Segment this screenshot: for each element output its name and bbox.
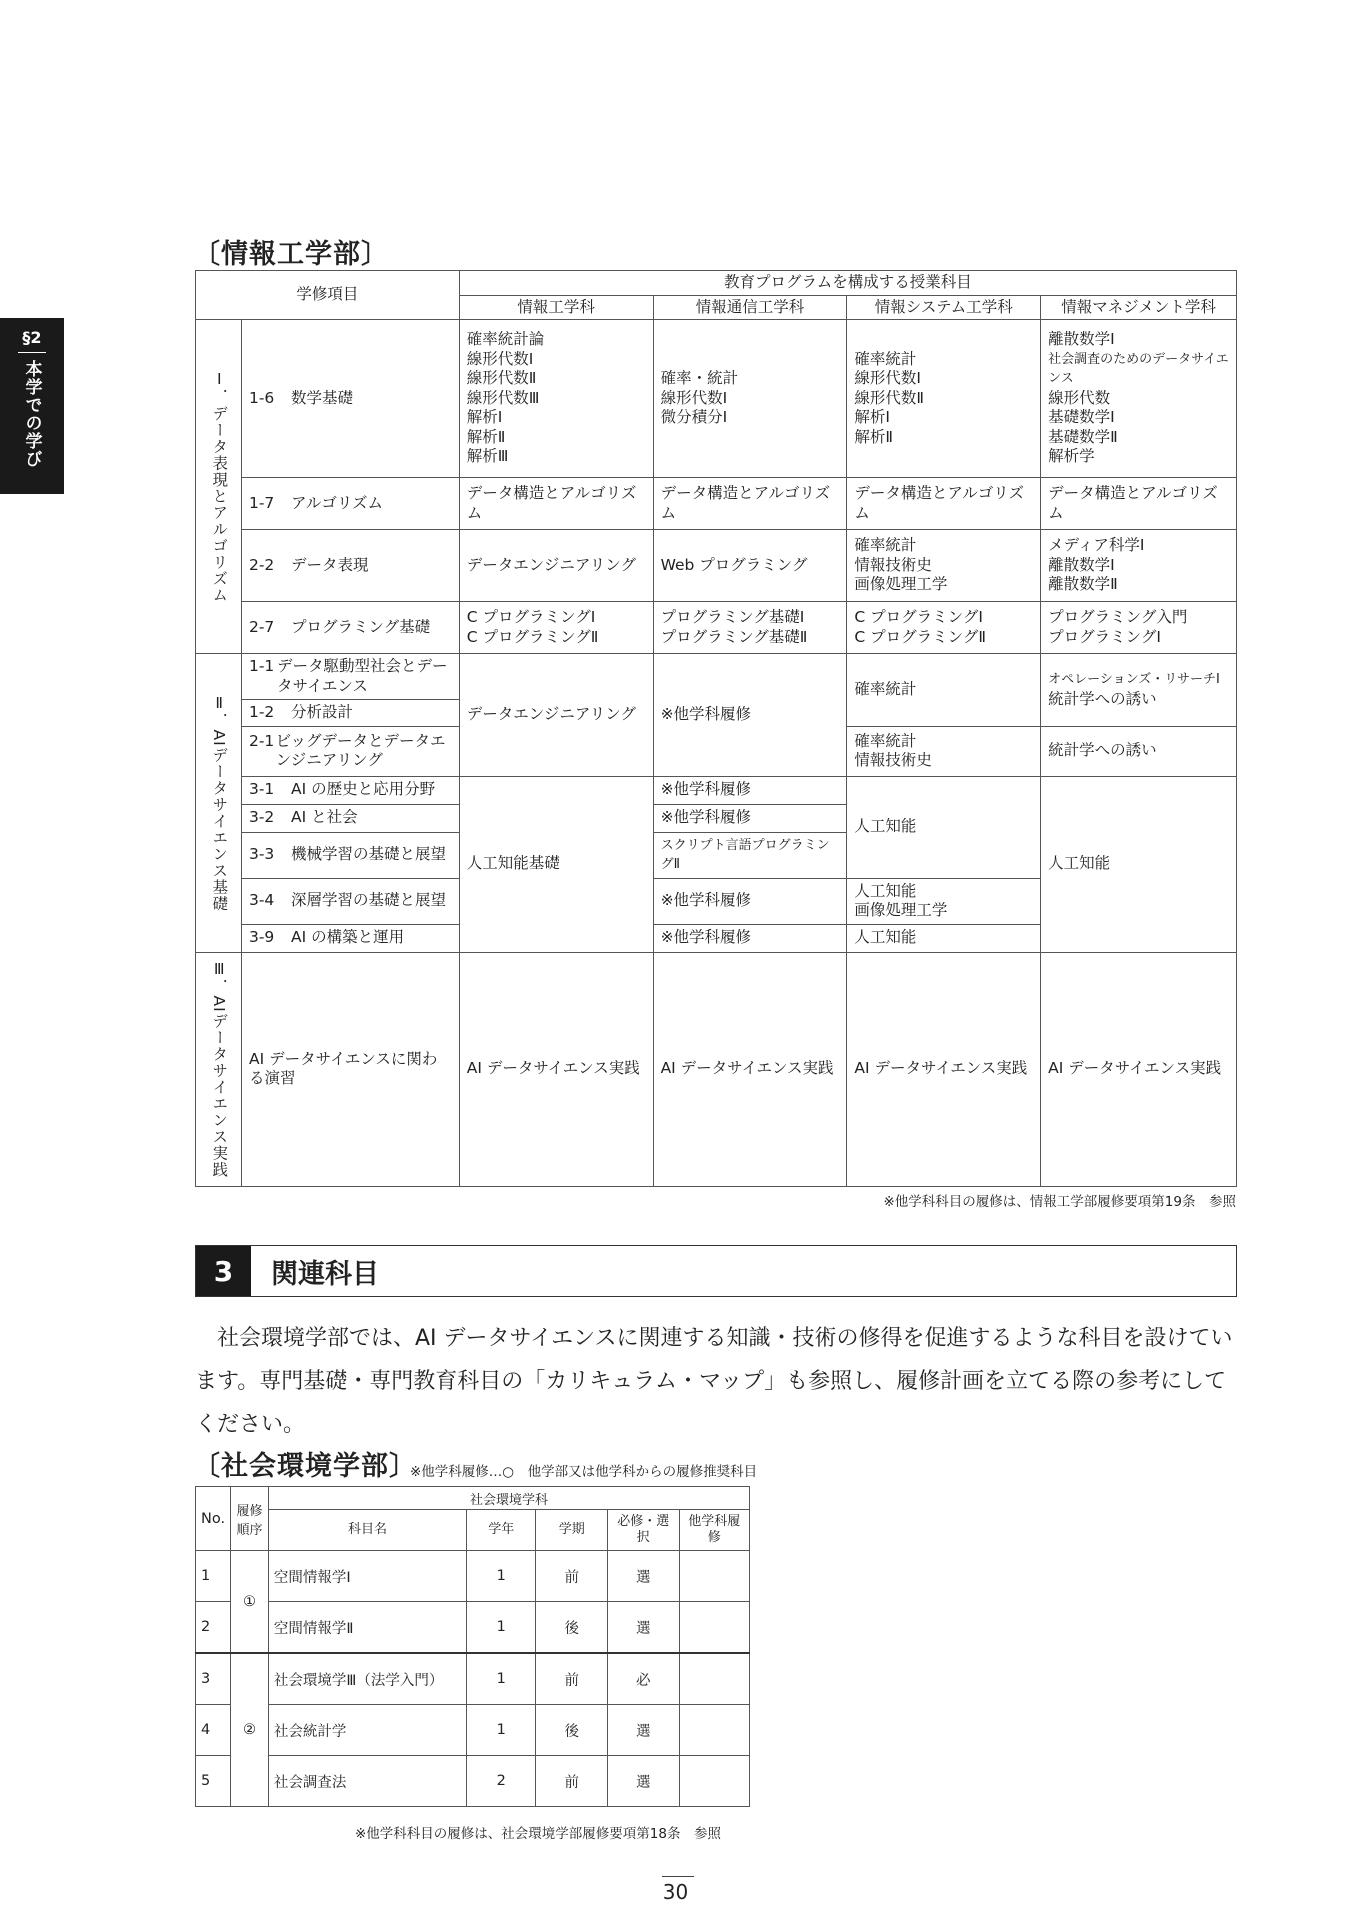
header-item: 学修項目	[196, 271, 460, 320]
course-cell: 確率統計 線形代数Ⅰ 線形代数Ⅱ 解析Ⅰ 解析Ⅱ	[847, 320, 1041, 478]
item-label: AI データサイエンスに関わる演習	[241, 952, 459, 1186]
section-heading	[195, 1245, 1237, 1297]
course-cell: 人工知能	[847, 776, 1041, 878]
section-paragraph: 社会環境学部では、AI データサイエンスに関連する知識・技術の修得を促進するような科目を設けています。専門基礎・専門教育科目の「カリキュラム・マップ」も参照し、履修計画を立てる際の参考にしてください。	[195, 1326, 1233, 1437]
course-cell: 人工知能 画像処理工学	[847, 878, 1041, 924]
course-cell: データ構造とアルゴリズム	[847, 478, 1041, 530]
course-cell: AI データサイエンス実践	[459, 952, 653, 1186]
header-year: 学年	[467, 1510, 536, 1551]
item-label: 3-9 AI の構築と運用	[241, 924, 459, 952]
course-cell: メディア科学Ⅰ 離散数学Ⅰ 離散数学Ⅱ	[1041, 530, 1237, 602]
item-label: 1-7 アルゴリズム	[241, 478, 459, 530]
table-row: 2 空間情報学Ⅱ 1 後 選	[196, 1602, 750, 1654]
course-cell: ※他学科履修	[653, 654, 847, 777]
item-label: 3-1 AI の歴史と応用分野	[241, 776, 459, 804]
course-cell: データ構造とアルゴリズム	[653, 478, 847, 530]
item-label: 2-1 ビッグデータとデータエンジニアリング	[241, 726, 459, 776]
dept2-legend: ※他学科履修…○ 他学部又は他学科からの履修推奨科目	[410, 1464, 758, 1480]
course-cell: 離散数学Ⅰ 社会調査のためのデータサイエンス 線形代数 基礎数学Ⅰ 基礎数学Ⅱ 解析学	[1041, 320, 1237, 478]
course-cell: プログラミング入門 プログラミングⅠ	[1041, 602, 1237, 654]
header-group: 教育プログラムを構成する授業科目	[459, 271, 1236, 296]
dept2-title: 〔社会環境学部〕	[193, 1451, 417, 1482]
dept1-curriculum-table	[195, 270, 1237, 1187]
course-cell: 人工知能基礎	[459, 776, 653, 952]
table-row: 3 ② 社会環境学Ⅲ（法学入門） 1 前 必	[196, 1653, 750, 1705]
course-cell: ※他学科履修	[653, 804, 847, 832]
side-tab-label: 本学での学び	[21, 360, 42, 468]
order-marker: ①	[231, 1551, 269, 1654]
course-cell: 確率統計	[847, 654, 1041, 727]
header-dept-4: 情報マネジメント学科	[1041, 295, 1237, 320]
course-cell: データ構造とアルゴリズム	[1041, 478, 1237, 530]
item-label: 1-2 分析設計	[241, 700, 459, 727]
section-title: 関連科目	[271, 1258, 379, 1290]
section-number: 3	[196, 1246, 251, 1296]
header-term: 学期	[536, 1510, 607, 1551]
course-cell: オペレーションズ・リサーチⅠ 統計学への誘い	[1041, 654, 1237, 727]
table-row: 4 社会統計学 1 後 選	[196, 1705, 750, 1756]
course-cell: プログラミング基礎Ⅰ プログラミング基礎Ⅱ	[653, 602, 847, 654]
header-other: 他学科履修	[679, 1510, 749, 1551]
item-label: 2-2 データ表現	[241, 530, 459, 602]
course-cell: 人工知能	[1041, 776, 1237, 952]
page-number: 30	[662, 1880, 689, 1904]
course-cell: 確率統計論 線形代数Ⅰ 線形代数Ⅱ 線形代数Ⅲ 解析Ⅰ 解析Ⅱ 解析Ⅲ	[459, 320, 653, 478]
course-cell: 確率統計 情報技術史	[847, 726, 1041, 776]
page-number-rule	[662, 1876, 694, 1877]
item-label: 3-3 機械学習の基礎と展望	[241, 832, 459, 878]
header-no: No.	[196, 1487, 231, 1551]
course-cell: ※他学科履修	[653, 924, 847, 952]
course-cell: C プログラミングⅠ C プログラミングⅡ	[847, 602, 1041, 654]
course-cell: ※他学科履修	[653, 878, 847, 924]
item-label: 1-6 数学基礎	[241, 320, 459, 478]
category-3: Ⅲ．AIデータサイエンス実践	[196, 952, 242, 1186]
header-dept-2: 情報通信工学科	[653, 295, 847, 320]
order-marker: ②	[231, 1653, 269, 1807]
header-group: 社会環境学科	[268, 1487, 749, 1510]
course-cell: 統計学への誘い	[1041, 726, 1237, 776]
item-label: 3-4 深層学習の基礎と展望	[241, 878, 459, 924]
header-order: 履修順序	[231, 1487, 269, 1551]
course-cell: C プログラミングⅠ C プログラミングⅡ	[459, 602, 653, 654]
header-dept-3: 情報システム工学科	[847, 295, 1041, 320]
side-tab-divider	[18, 352, 46, 353]
dept2-note: ※他学科科目の履修は、社会環境学部履修要項第18条 参照	[355, 1826, 721, 1842]
course-cell: スクリプト言語プログラミングⅡ	[653, 832, 847, 878]
course-cell: AI データサイエンス実践	[847, 952, 1041, 1186]
course-cell: データエンジニアリング	[459, 530, 653, 602]
side-tab-section: §2	[22, 328, 42, 347]
course-cell: 確率統計 情報技術史 画像処理工学	[847, 530, 1041, 602]
category-2: Ⅱ．AIデータサイエンス基礎	[196, 654, 242, 953]
item-label: 2-7 プログラミング基礎	[241, 602, 459, 654]
header-req: 必修・選択	[607, 1510, 679, 1551]
course-cell: Web プログラミング	[653, 530, 847, 602]
dept2-course-table	[195, 1486, 750, 1807]
course-cell: AI データサイエンス実践	[1041, 952, 1237, 1186]
course-cell: 確率・統計 線形代数Ⅰ 微分積分Ⅰ	[653, 320, 847, 478]
course-cell: ※他学科履修	[653, 776, 847, 804]
course-cell: データ構造とアルゴリズム	[459, 478, 653, 530]
header-dept-1: 情報工学科	[459, 295, 653, 320]
item-label: 3-2 AI と社会	[241, 804, 459, 832]
item-label: 1-1 データ駆動型社会とデータサイエンス	[241, 654, 459, 700]
table-row: 1 ① 空間情報学Ⅰ 1 前 選	[196, 1551, 750, 1602]
header-name: 科目名	[268, 1510, 466, 1551]
course-cell: AI データサイエンス実践	[653, 952, 847, 1186]
dept1-note: ※他学科科目の履修は、情報工学部履修要項第19条 参照	[883, 1194, 1236, 1210]
course-cell: 人工知能	[847, 924, 1041, 952]
side-section-tab	[0, 318, 64, 494]
category-1: Ⅰ．データ表現とアルゴリズム	[196, 320, 242, 654]
course-cell: データエンジニアリング	[459, 654, 653, 777]
dept1-title: 〔情報工学部〕	[193, 239, 389, 270]
table-row: 5 社会調査法 2 前 選	[196, 1756, 750, 1807]
